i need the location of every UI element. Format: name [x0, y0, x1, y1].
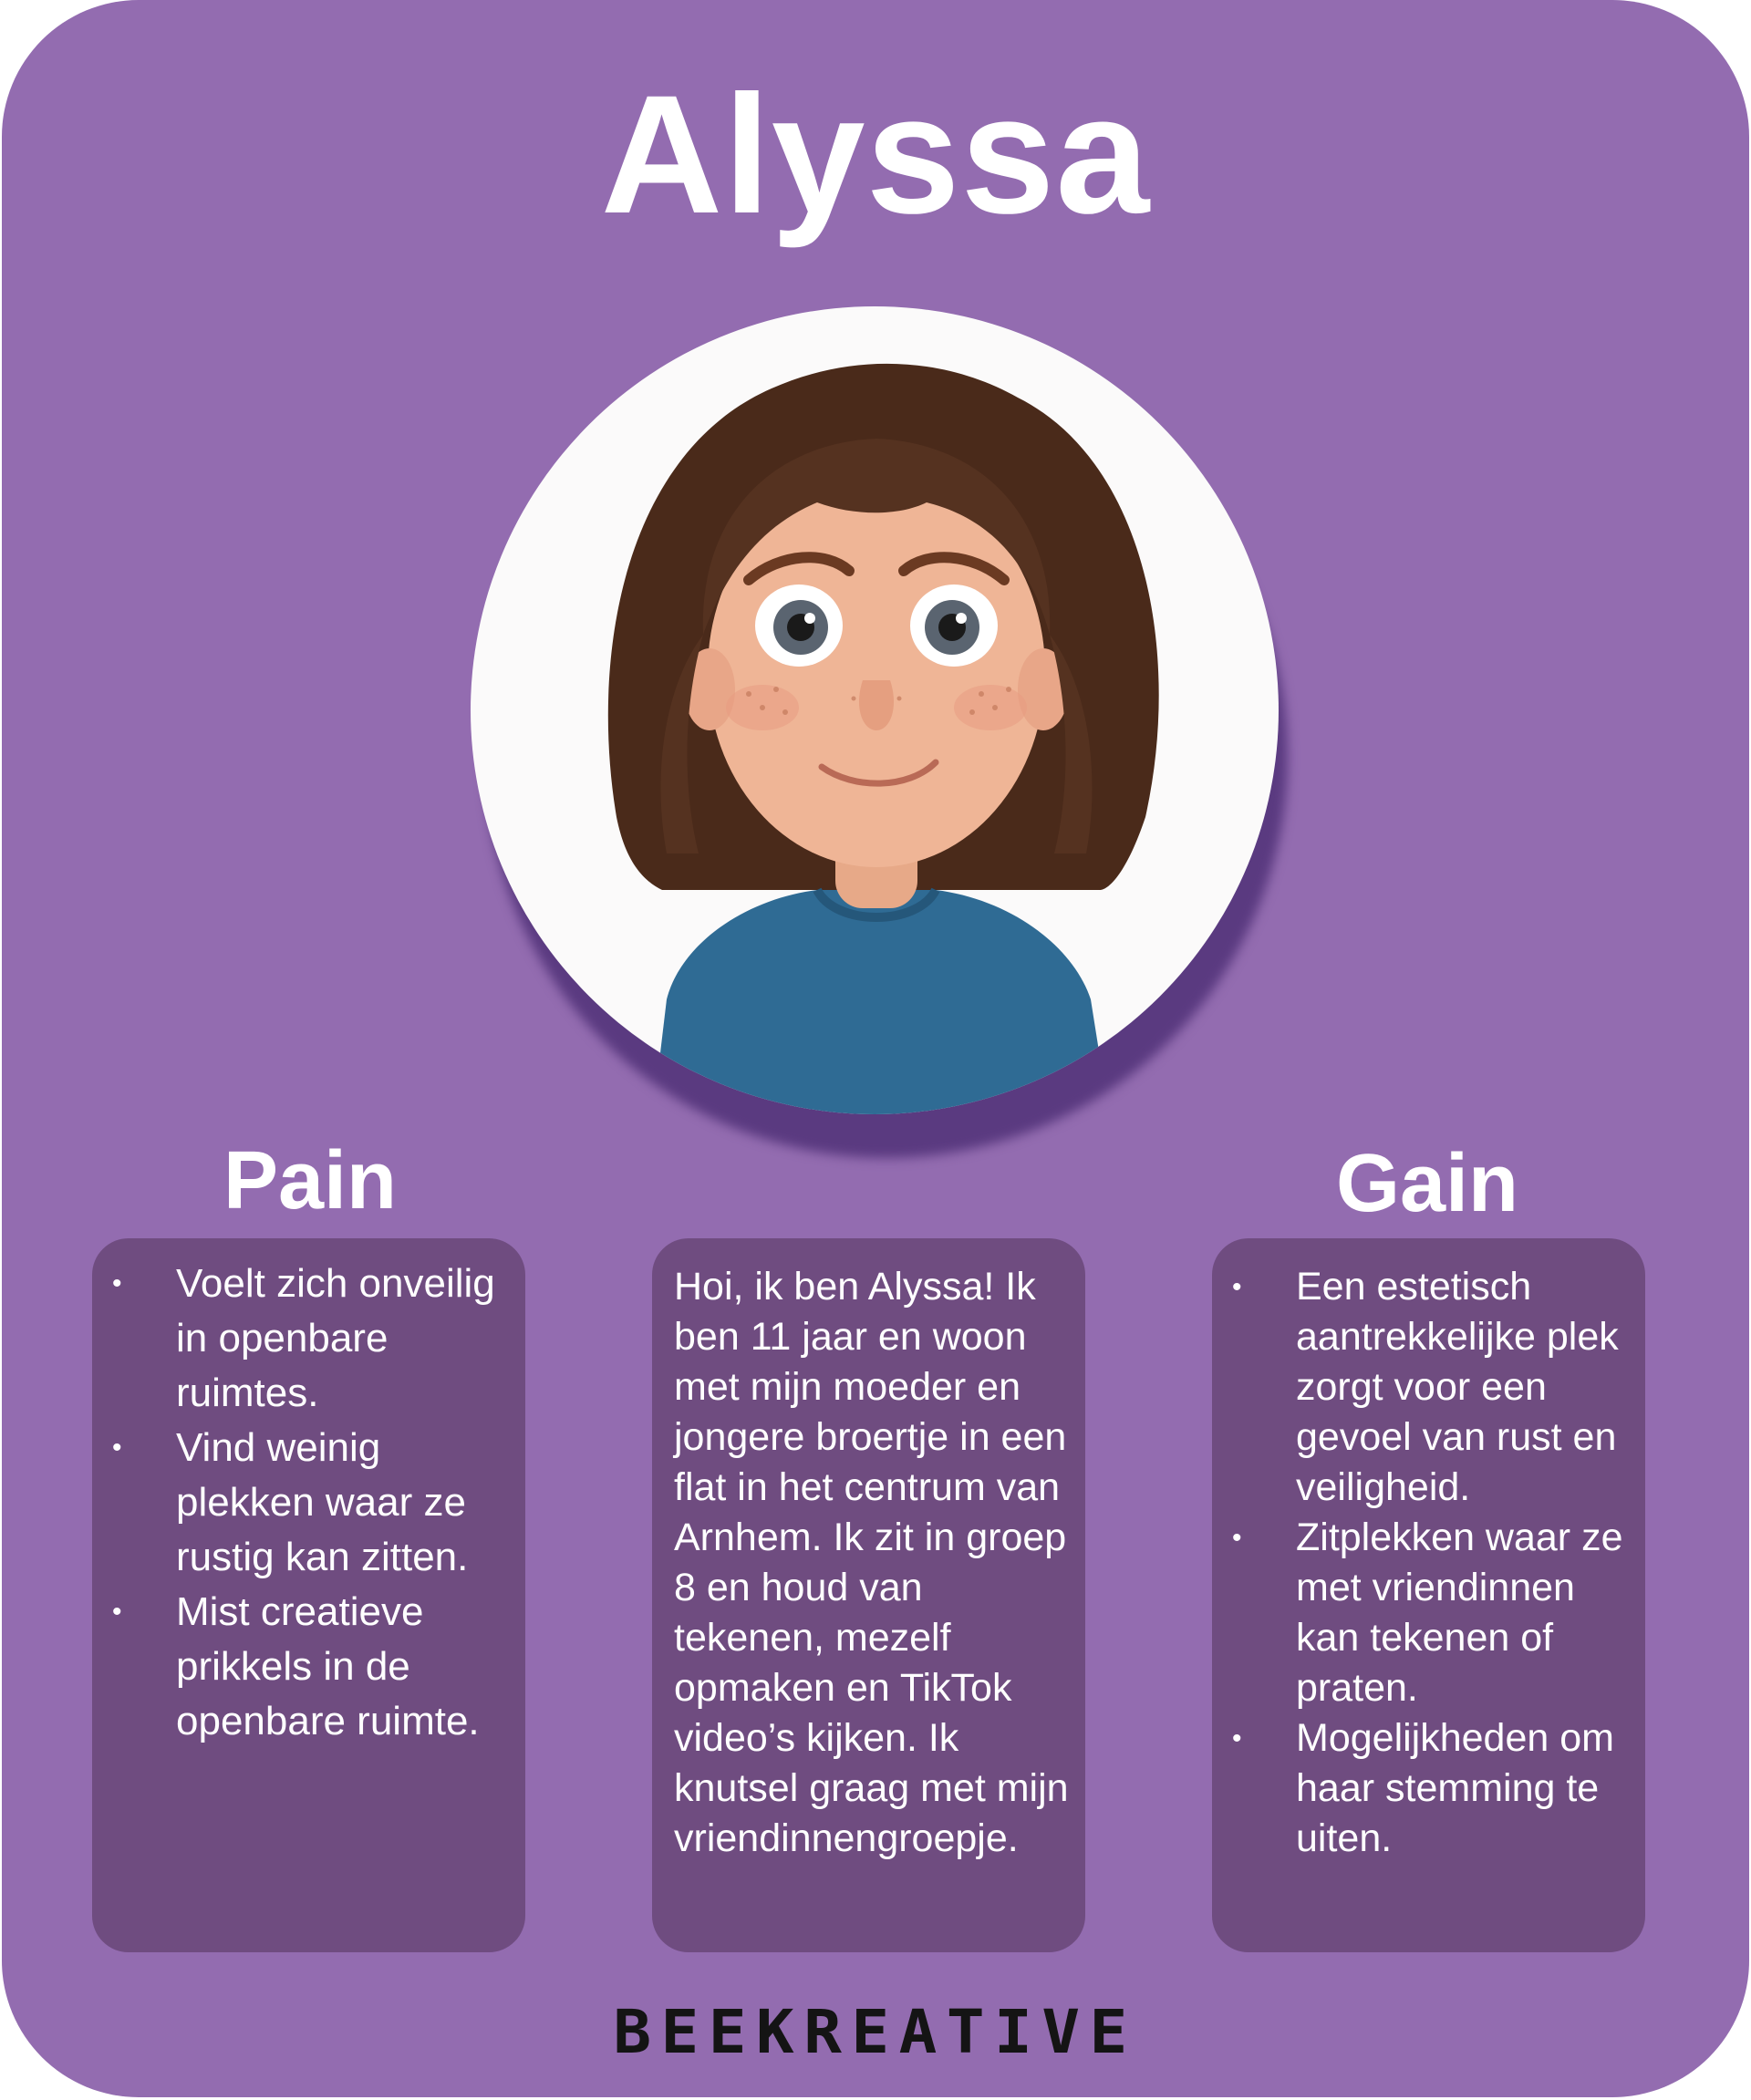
- pain-item-text: Voelt zich onveilig in openbare ruimtes.: [176, 1261, 495, 1415]
- gain-panel: [1212, 1238, 1645, 1952]
- bullet-icon: •: [1232, 1723, 1242, 1753]
- bullet-icon: •: [1232, 1523, 1242, 1553]
- girl-portrait-illustration: [471, 306, 1279, 1114]
- bullet-icon: •: [112, 1268, 122, 1298]
- bullet-icon: •: [112, 1597, 122, 1627]
- list-item: [1212, 1513, 1636, 1713]
- gain-heading: Gain: [1335, 1138, 1519, 1229]
- brand-logo-text: BEEKREATIVE: [613, 1997, 1138, 2067]
- list-item: [92, 1257, 516, 1421]
- brand-logo: [0, 1997, 1751, 2067]
- bullet-icon: •: [112, 1433, 122, 1463]
- pain-item-text: Mist creatieve prikkels in de openbare ruimte.: [176, 1589, 480, 1743]
- list-item: [1212, 1262, 1636, 1513]
- list-item: [1212, 1713, 1636, 1864]
- pain-heading: Pain: [223, 1135, 398, 1226]
- bullet-icon: •: [1232, 1272, 1242, 1302]
- gain-item-text: Zitplekken waar ze met vriendinnen kan tekenen of praten.: [1296, 1516, 1623, 1710]
- list-item: [92, 1421, 516, 1585]
- persona-name: Alyssa: [600, 61, 1151, 249]
- pain-list: [92, 1238, 525, 1749]
- gain-item-text: Een estetisch aantrekkelijke plek zorgt voor een gevoel van rust en veiligheid.: [1296, 1265, 1619, 1509]
- pain-item-text: Vind weinig plekken waar ze rustig kan zitten.: [176, 1425, 469, 1579]
- bio-text: Hoi, ik ben Alyssa! Ik ben 11 jaar en woon met mijn moeder en jongere broertje in een flat in het centrum van Arnhem. Ik zit in groep 8 en houd van tekenen, mezelf opmaken en TikTok video’s kijken. Ik knutsel graag met mijn vriendinnengroepje.: [674, 1265, 1069, 1860]
- pain-panel: [92, 1238, 525, 1952]
- gain-item-text: Mogelijkheden om haar stemming te uiten.: [1296, 1716, 1614, 1860]
- bio-panel: [652, 1238, 1085, 1952]
- avatar: [471, 306, 1279, 1114]
- list-item: [92, 1585, 516, 1749]
- gain-list: [1212, 1238, 1645, 1864]
